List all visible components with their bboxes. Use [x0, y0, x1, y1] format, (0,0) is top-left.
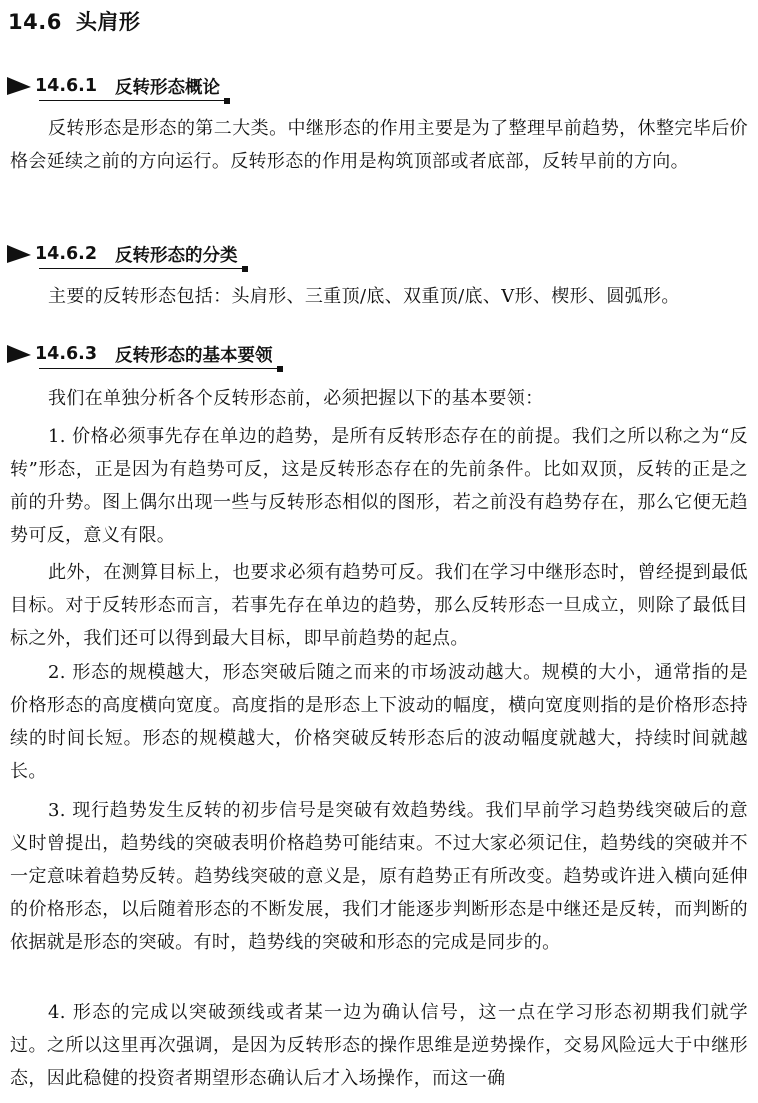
- section-number: 14.6.2: [35, 244, 98, 264]
- chapter-number: 14.6: [8, 10, 62, 34]
- triangle-arrow-icon: [7, 244, 33, 264]
- section-number: 14.6.3: [35, 344, 98, 364]
- section-title: 反转形态的基本要领: [115, 345, 273, 366]
- section-heading-3: [7, 342, 273, 366]
- section-number: 14.6.1: [35, 76, 98, 96]
- paragraph: 反转形态是形态的第二大类。中继形态的作用主要是为了整理早前趋势，休整完毕后价格会延续之前的方向运行。反转形态的作用是构筑顶部或者底部，反转早前的方向。: [10, 118, 748, 172]
- heading-end-mark: [242, 266, 248, 272]
- heading-underline: [39, 268, 244, 270]
- section-title: 反转形态的分类: [115, 245, 238, 266]
- heading-end-mark: [277, 366, 283, 372]
- section-heading-2: [7, 242, 238, 266]
- section-title: 反转形态概论: [115, 77, 221, 98]
- chapter-title: 头肩形: [75, 10, 141, 34]
- triangle-arrow-icon: [7, 344, 33, 364]
- heading-underline: [39, 368, 279, 370]
- chapter-heading: [8, 6, 140, 36]
- section-heading-1: [7, 74, 220, 98]
- heading-end-mark: [224, 98, 230, 104]
- heading-underline: [39, 100, 226, 102]
- paragraph: 我们在单独分析各个反转形态前，必须把握以下的基本要领：: [48, 388, 544, 409]
- paragraph: 主要的反转形态包括：头肩形、三重顶/底、双重顶/底、V形、楔形、圆弧形。: [48, 286, 680, 307]
- paragraph: 此外，在测算目标上，也要求必须有趋势可反。我们在学习中继形态时，曾经提到最低目标。对于反转形态而言，若事先存在单边的趋势，那么反转形态一旦成立，则除了最低目标之外，我们还可以得到最大目标，即早前趋势的起点。: [10, 562, 748, 649]
- paragraph: 2. 形态的规模越大，形态突破后随之而来的市场波动越大。规模的大小，通常指的是价格形态的高度横向宽度。高度指的是形态上下波动的幅度，横向宽度则指的是价格形态持续的时间长短。形态的规模越大，价格突破反转形态后的波动幅度就越大，持续时间就越长。: [10, 662, 748, 782]
- triangle-arrow-icon: [7, 76, 33, 96]
- paragraph: 4. 形态的完成以突破颈线或者某一边为确认信号，这一点在学习形态初期我们就学过。之所以这里再次强调，是因为反转形态的操作思维是逆势操作，交易风险远大于中继形态，因此稳健的投资者期望形态确认后才入场操作，而这一确: [10, 1002, 748, 1089]
- paragraph: 1. 价格必须事先存在单边的趋势，是所有反转形态存在的前提。我们之所以称之为“反转”形态，正是因为有趋势可反，这是反转形态存在的先前条件。比如双顶，反转的正是之前的升势。图上偶尔出现一些与反转形态相似的图形，若之前没有趋势存在，那么它便无趋势可反，意义有限。: [10, 426, 748, 546]
- paragraph: 3. 现行趋势发生反转的初步信号是突破有效趋势线。我们早前学习趋势线突破后的意义时曾提出，趋势线的突破表明价格趋势可能结束。不过大家必须记住，趋势线的突破并不一定意味着趋势反转。趋势线突破的意义是，原有趋势正有所改变。趋势或许进入横向延伸的价格形态，以后随着形态的不断发展，我们才能逐步判断形态是中继还是反转，而判断的依据就是形态的突破。有时，趋势线的突破和形态的完成是同步的。: [10, 800, 748, 953]
